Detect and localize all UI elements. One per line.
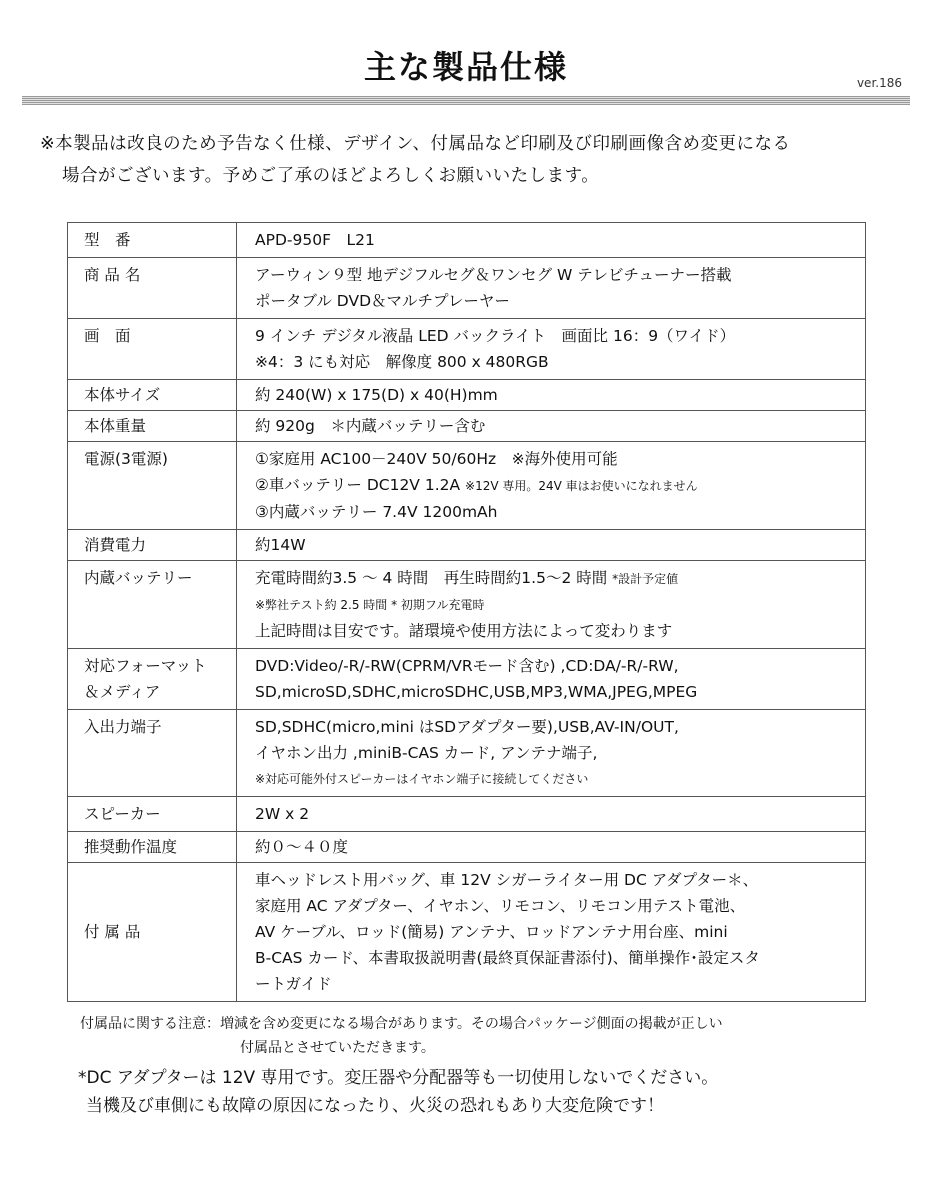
spec-line: B-CAS カード、本書取扱説明書(最終頁保証書添付)、簡単操作･設定スタ xyxy=(255,949,760,967)
spec-label: 本体サイズ xyxy=(68,380,237,411)
spec-label-line: 対応フォーマット xyxy=(84,657,207,675)
spec-text: ②車バッテリー DC12V 1.2A xyxy=(255,476,461,494)
spec-note: ※12V 専用。24V 車はお使いになれません xyxy=(465,479,698,493)
spec-label: 電源(3電源) xyxy=(68,442,237,530)
spec-line: ※弊社テスト約 2.5 時間 * 初期フル充電時 xyxy=(255,598,485,612)
table-row xyxy=(68,530,866,561)
version-label: ver.186 xyxy=(856,76,902,90)
table-row xyxy=(68,649,866,710)
spec-line: 約 240(W) x 175(D) x 40(H)mm xyxy=(255,386,498,404)
spec-value xyxy=(237,710,866,797)
spec-line: 約０～４０度 xyxy=(255,838,349,856)
spec-label xyxy=(68,649,237,710)
spec-value xyxy=(237,832,866,863)
divider xyxy=(22,96,910,105)
table-row xyxy=(68,319,866,380)
spec-value xyxy=(237,411,866,442)
spec-line: 9 インチ デジタル液晶 LED バックライト 画面比 16：9（ワイド） xyxy=(255,327,736,345)
spec-line: SD,SDHC(micro,mini はSDアダプター要),USB,AV-IN/OUT, xyxy=(255,718,679,736)
spec-line: ③内蔵バッテリー 7.4V 1200mAh xyxy=(255,503,498,521)
notice-line: ※本製品は改良のため予告なく仕様、デザイン、付属品など印刷及び印刷画像含め変更になる xyxy=(40,134,791,154)
spec-line: AV ケーブル、ロッド(簡易) アンテナ、ロッドアンテナ用台座、mini xyxy=(255,923,728,941)
spec-label: 商 品 名 xyxy=(68,258,237,319)
spec-line: SD,microSD,SDHC,microSDHC,USB,MP3,WMA,JPEG,MPEG xyxy=(255,683,698,701)
spec-line xyxy=(255,565,865,592)
table-row xyxy=(68,411,866,442)
spec-value xyxy=(237,863,866,1002)
spec-value xyxy=(237,258,866,319)
spec-label: 本体重量 xyxy=(68,411,237,442)
spec-table xyxy=(67,222,866,1002)
warning xyxy=(78,1064,932,1120)
notice xyxy=(40,128,791,192)
spec-value xyxy=(237,442,866,530)
spec-label: 付 属 品 xyxy=(68,863,237,1002)
table-row xyxy=(68,380,866,411)
page-title: 主な製品仕様 xyxy=(363,48,568,86)
spec-label: 消費電力 xyxy=(68,530,237,561)
table-row xyxy=(68,258,866,319)
spec-line: 家庭用 AC アダプター、イヤホン、リモコン、リモコン用テスト電池、 xyxy=(255,897,746,915)
table-row xyxy=(68,442,866,530)
note-line: 付属品とさせていただきます。 xyxy=(240,1040,435,1056)
table-row xyxy=(68,561,866,649)
spec-label: 画 面 xyxy=(68,319,237,380)
spec-label: 内蔵バッテリー xyxy=(68,561,237,649)
spec-line xyxy=(255,472,865,499)
spec-value xyxy=(237,649,866,710)
notice-line: 場合がございます。予めご了承のほどよろしくお願いいたします。 xyxy=(62,166,600,186)
spec-value xyxy=(237,319,866,380)
table-row xyxy=(68,710,866,797)
spec-line: ①家庭用 AC100－240V 50/60Hz ※海外使用可能 xyxy=(255,450,618,468)
spec-value xyxy=(237,797,866,832)
spec-label-line: ＆メディア xyxy=(84,683,161,701)
spec-line: ートガイド xyxy=(255,975,332,993)
warning-line: *DC アダプターは 12V 専用です。変圧器や分配器等も一切使用しないでください。 xyxy=(78,1068,719,1088)
table-row xyxy=(68,797,866,832)
note-line: 付属品に関する注意：増減を含め変更になる場合があります。その場合パッケージ側面の掲載が正しい xyxy=(80,1016,723,1032)
spec-line: アーウィン９型 地デジフルセグ＆ワンセグ W テレビチューナー搭載 xyxy=(255,266,732,284)
spec-line: ※4：3 にも対応 解像度 800 x 480RGB xyxy=(255,353,549,371)
spec-line: 車ヘッドレスト用バッグ、車 12V シガーライター用 DC アダプター＊、 xyxy=(255,871,759,889)
spec-note: *設計予定値 xyxy=(612,572,679,586)
spec-value xyxy=(237,530,866,561)
spec-label: 型 番 xyxy=(68,223,237,258)
content xyxy=(0,222,932,1120)
spec-label: スピーカー xyxy=(68,797,237,832)
spec-line: 約 920g ＊内蔵バッテリー含む xyxy=(255,417,486,435)
table-row xyxy=(68,223,866,258)
spec-value xyxy=(237,380,866,411)
table-row xyxy=(68,832,866,863)
accessory-note xyxy=(80,1012,932,1060)
table-row xyxy=(68,863,866,1002)
spec-line: ※対応可能外付スピーカーはイヤホン端子に接続してください xyxy=(255,772,589,786)
spec-line: DVD:Video/-R/-RW(CPRM/VRモード含む) ,CD:DA/-R/-RW, xyxy=(255,657,679,675)
spec-value xyxy=(237,223,866,258)
spec-line: APD-950F L21 xyxy=(255,231,375,249)
warning-line: 当機及び車側にも故障の原因になったり、火災の恐れもあり大変危険です！ xyxy=(86,1096,664,1116)
spec-label: 推奨動作温度 xyxy=(68,832,237,863)
spec-line: 約14W xyxy=(255,536,306,554)
spec-text: 充電時間約3.5 ～ 4 時間 再生時間約1.5～2 時間 xyxy=(255,569,608,587)
spec-label: 入出力端子 xyxy=(68,710,237,797)
spec-value xyxy=(237,561,866,649)
spec-line: イヤホン出力 ,miniB-CAS カード, アンテナ端子, xyxy=(255,744,598,762)
spec-line: 2W x 2 xyxy=(255,805,310,823)
spec-line: ポータブル DVD＆マルチプレーヤー xyxy=(255,292,510,310)
spec-line: 上記時間は目安です。諸環境や使用方法によって変わります xyxy=(255,622,673,640)
